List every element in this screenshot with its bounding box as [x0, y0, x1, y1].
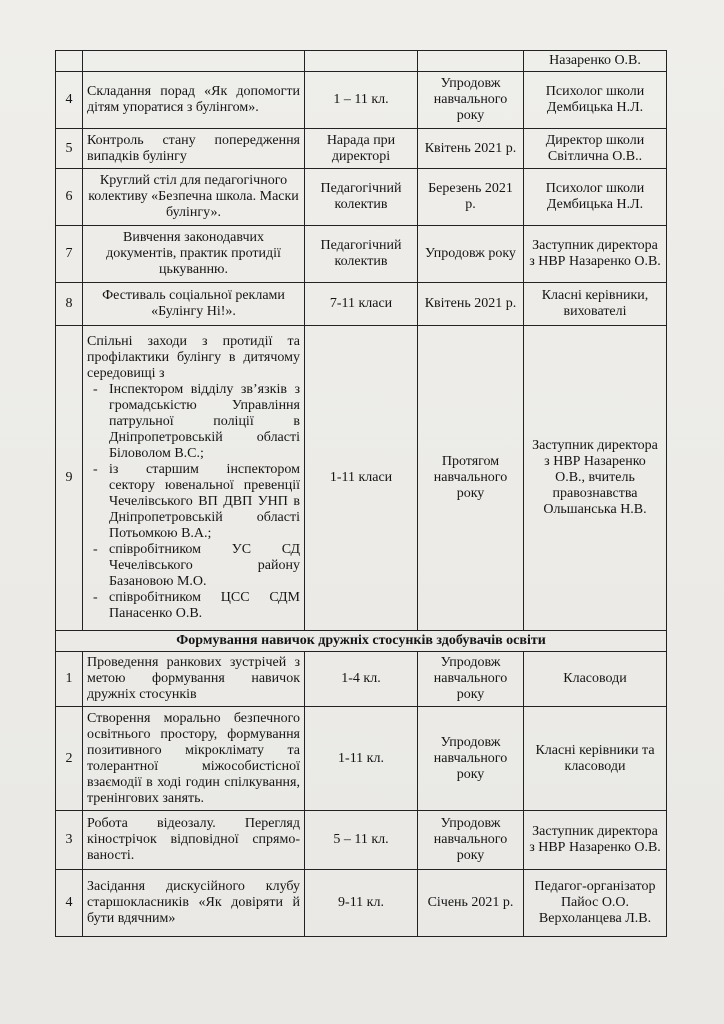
participants-cell: 7-11 класи — [305, 283, 418, 326]
participants-cell: 1-4 кл. — [305, 652, 418, 707]
term-cell: Упродовж навчального року — [418, 707, 524, 811]
participants-cell: 1-11 кл. — [305, 707, 418, 811]
responsible-cell: Психолог школи Дембицька Н.Л. — [524, 72, 667, 129]
term-cell: Протягом навчального року — [418, 326, 524, 631]
term-cell — [418, 51, 524, 72]
row-number: 5 — [56, 129, 83, 169]
responsible-cell: Назаренко О.В. — [524, 51, 667, 72]
activity-cell: Робота відеозалу. Перегляд кінострічок відповідної спрямо-ваності. — [83, 811, 305, 870]
term-cell: Упродовж навчального року — [418, 652, 524, 707]
table-row — [56, 51, 667, 72]
table-row — [56, 169, 667, 226]
row-number: 1 — [56, 652, 83, 707]
participants-cell: 5 – 11 кл. — [305, 811, 418, 870]
responsible-cell: Заступник директора з НВР Назаренко О.В. — [524, 811, 667, 870]
participants-cell: 9-11 кл. — [305, 870, 418, 937]
table-row — [56, 72, 667, 129]
activity-cell: Круглий стіл для педагогічного колективу «Безпечна школа. Маски булінгу». — [83, 169, 305, 226]
participants-cell: Педагогічний колектив — [305, 169, 418, 226]
activity-cell: Створення морально безпечного освітнього простору, формування позитивного мікроклімату та толерантної міжособистісної взаємодії в ході годин спілкування, тренінгових занять. — [83, 707, 305, 811]
joint-measures-intro: Спільні заходи з протидії та профілактики булінгу в дитячому середовищі з — [87, 334, 300, 381]
list-item: - із старшим інспектором сектору ювенальної превенції Чечелівського ВП ДВП УНП в Дніпропетровській області Потьомкою В.А.; — [109, 462, 300, 542]
participants-cell: 1-11 класи — [305, 326, 418, 631]
activity-cell: Проведення ранкових зустрічей з метою формування навичок дружніх стосунків — [83, 652, 305, 707]
row-number — [56, 51, 83, 72]
section-header-row — [56, 631, 667, 652]
activity-cell: Контроль стану попередження випадків булінгу — [83, 129, 305, 169]
responsible-cell: Класні керівники, вихователі — [524, 283, 667, 326]
table-row — [56, 129, 667, 169]
list-item: - співробітником ЦСС СДМ Панасенко О.В. — [109, 590, 300, 622]
list-item: - Інспектором відділу зв’язків з громадськістю Управління патрульної поліції в Дніпропетровській області Біловолом В.С.; — [109, 382, 300, 462]
term-cell: Упродовж року — [418, 226, 524, 283]
table-row — [56, 652, 667, 707]
partners-list — [87, 382, 300, 622]
row-number: 9 — [56, 326, 83, 631]
activity-cell: Фестиваль соціальної реклами «Булінгу Ні!». — [83, 283, 305, 326]
table-row — [56, 226, 667, 283]
activity-cell: Складання порад «Як допомогти дітям упоратися з булінгом». — [83, 72, 305, 129]
activity-cell: Засідання дискусійного клубу старшокласників «Як довіряти й бути вдячним» — [83, 870, 305, 937]
responsible-cell: Педагог-організатор Пайос О.О. Верхоланцева Л.В. — [524, 870, 667, 937]
participants-cell: Педагогічний колектив — [305, 226, 418, 283]
row-number: 8 — [56, 283, 83, 326]
row-number: 3 — [56, 811, 83, 870]
table-row — [56, 811, 667, 870]
joint-measures-cell — [83, 326, 305, 631]
activity-plan-table — [55, 50, 667, 937]
table-row — [56, 707, 667, 811]
row-number: 2 — [56, 707, 83, 811]
term-cell: Березень 2021 р. — [418, 169, 524, 226]
term-cell: Упродовж навчального року — [418, 72, 524, 129]
term-cell: Квітень 2021 р. — [418, 283, 524, 326]
table-row — [56, 326, 667, 631]
activity-cell: Вивчення законодавчих документів, практик протидії цькуванню. — [83, 226, 305, 283]
participants-cell — [305, 51, 418, 72]
responsible-cell: Директор школи Світлична О.В.. — [524, 129, 667, 169]
participants-cell: Нарада при директорі — [305, 129, 418, 169]
row-number: 4 — [56, 72, 83, 129]
responsible-cell: Класні керівники та класоводи — [524, 707, 667, 811]
table-row — [56, 870, 667, 937]
term-cell: Упродовж навчального року — [418, 811, 524, 870]
responsible-cell: Психолог школи Дембицька Н.Л. — [524, 169, 667, 226]
row-number: 4 — [56, 870, 83, 937]
term-cell: Січень 2021 р. — [418, 870, 524, 937]
row-number: 7 — [56, 226, 83, 283]
term-cell: Квітень 2021 р. — [418, 129, 524, 169]
participants-cell: 1 – 11 кл. — [305, 72, 418, 129]
responsible-cell: Заступник директора з НВР Назаренко О.В., вчитель правознавства Ольшанська Н.В. — [524, 326, 667, 631]
table-row — [56, 283, 667, 326]
row-number: 6 — [56, 169, 83, 226]
section-title: Формування навичок дружніх стосунків здобувачів освіти — [56, 631, 667, 652]
responsible-cell: Класоводи — [524, 652, 667, 707]
activity-cell — [83, 51, 305, 72]
list-item: - співробітником УС СД Чечелівського району Базановою М.О. — [109, 542, 300, 590]
responsible-cell: Заступник директора з НВР Назаренко О.В. — [524, 226, 667, 283]
